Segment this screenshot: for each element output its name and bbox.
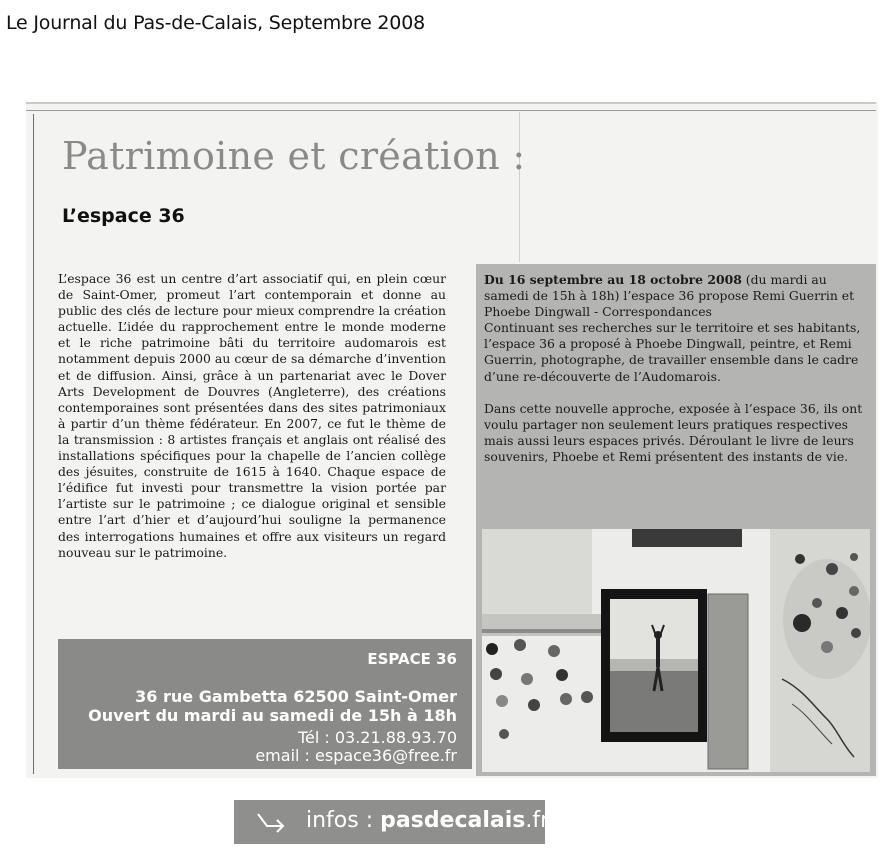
exhibition-paragraph-1: Continuant ses recherches sur le territoire et ses habitants, l’espace 36 a proposé à Phoebe Dingwall, peintre, et Remi Guerrin, photographe, de travailler ensemble dans le cadre d’une re-découverte de l’Audomarois. — [484, 320, 861, 384]
exhibition-text — [484, 272, 872, 465]
exhibition-intro-rest: (du mardi au samedi de 15h à 18h) l’espace 36 propose Remi Guerrin et Phoebe Dingwall - Correspondances — [484, 272, 855, 320]
clipping-rule — [26, 110, 876, 111]
contact-hours: Ouvert du mardi au samedi de 15h à 18h — [88, 706, 457, 725]
footer-link[interactable] — [306, 808, 549, 833]
source-caption: Le Journal du Pas-de-Calais, Septembre 2008 — [6, 12, 425, 34]
contact-email: email : espace36@free.fr — [255, 746, 457, 765]
contact-address: 36 rue Gambetta 62500 Saint-Omer — [135, 687, 457, 706]
article-body — [58, 271, 446, 561]
artwork-image — [482, 529, 870, 772]
article-subheading: L’espace 36 — [62, 205, 185, 227]
arrow-return-icon — [255, 810, 289, 834]
article-heading: Patrimoine et création : — [62, 134, 526, 178]
contact-title: ESPACE 36 — [367, 650, 457, 668]
exhibition-dates: Du 16 septembre au 18 octobre 2008 — [484, 272, 742, 287]
footer-tld: .fr — [525, 808, 550, 833]
clipping-left-rule — [33, 114, 34, 774]
clipping-top-edge — [26, 102, 876, 104]
contact-phone: Tél : 03.21.88.93.70 — [297, 728, 457, 747]
exhibition-paragraph-2: Dans cette nouvelle approche, exposée à l’espace 36, ils ont voulu partager non seulement leurs pratiques respectives mais aussi leurs espaces privés. Déroulant le livre de leurs souvenirs, Phoebe et Remi présentent des instants de vie. — [484, 400, 863, 464]
article-paragraph: L’espace 36 est un centre d’art associatif qui, en plein cœur de Saint-Omer, promeut l’art contemporain et donne au public des clés de lecture pour mieux comprendre la création actuelle. L’idée du rapprochement entre le monde moderne et le riche patrimoine bâti du territoire audomarois est notamment depuis 2000 au cœur de sa démarche d’invention et de diffusion. Ainsi, grâce à un partenariat avec le Dover Arts Development de Douvres (Angleterre), des créations contemporaines sont présentées dans des sites patrimoniaux à partir d’un thème fédérateur. En 2007, ce fut le thème de la transmission : 8 artistes français et anglais ont réalisé des installations spécifiques pour la chapelle de l’ancien collège des jésuites, construite de 1615 à 1640. Chaque espace de l’édifice fut investi pour transmettre la vision portée par l’artiste sur le patrimoine ; ce dialogue original et sensible entre l’art d’hier et d’aujourd’hui souligne la permanence des interrogations humaines et offre aux visiteurs un regard nouveau sur le patrimoine. — [58, 271, 446, 560]
footer-label: infos : — [306, 808, 381, 833]
footer-domain: pasdecalais — [380, 808, 526, 833]
exhibition-intro — [484, 272, 872, 320]
exhibition-photo — [482, 529, 870, 772]
